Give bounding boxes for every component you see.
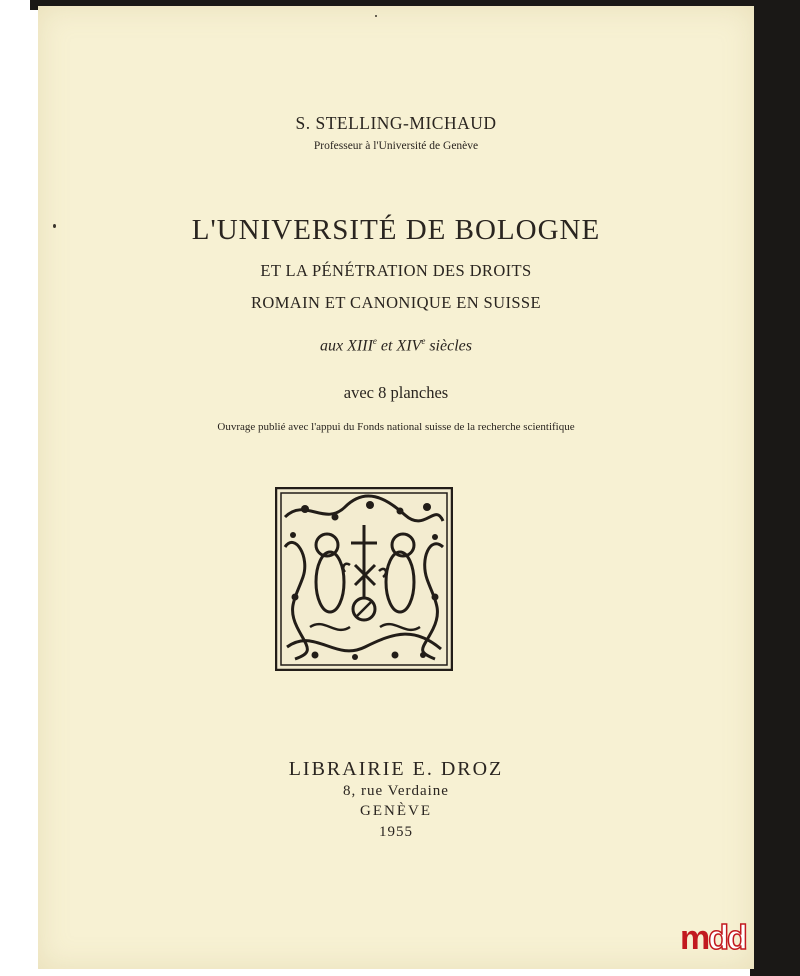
publisher-name: LIBRAIRIE E. DROZ [288,758,504,780]
paper-speck [375,15,377,17]
scan-right-edge [750,0,800,976]
book-cover [38,6,754,969]
book-title: L'UNIVERSITÉ DE BOLOGNE [191,214,601,246]
publisher-city: GENÈVE [360,803,432,819]
plates-note: avec 8 planches [343,383,449,402]
subtitle-line-2: ROMAIN ET CANONIQUE EN SUISSE [251,293,541,312]
paper-speck [53,224,56,228]
publisher-address: 8, rue Verdaine [343,783,449,799]
subtitle-line-1: ET LA PÉNÉTRATION DES DROITS [260,261,532,280]
period-line: aux XIIIe et XIVe siècles [320,336,472,355]
printers-mark-woodcut [275,487,453,671]
author-name: S. STELLING-MICHAUD [295,113,497,133]
watermark-logo [680,919,756,971]
watermark-letters: mdd [680,919,746,957]
author-affiliation: Professeur à l'Université de Genève [313,140,479,152]
publication-year: 1955 [379,824,413,840]
funding-note: Ouvrage publié avec l'appui du Fonds national suisse de la recherche scientifique [217,421,575,433]
